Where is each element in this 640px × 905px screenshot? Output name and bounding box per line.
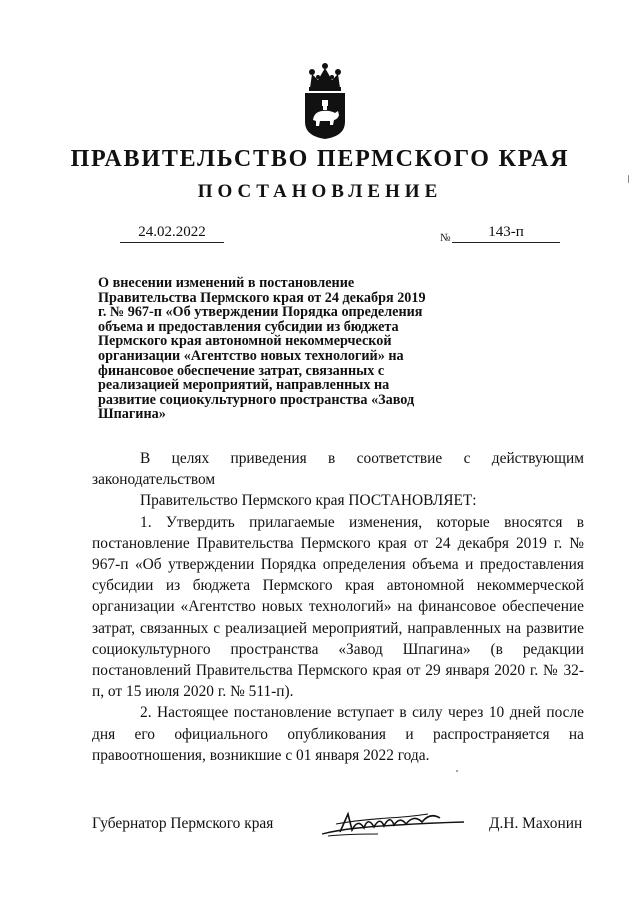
scan-speck bbox=[456, 770, 458, 772]
document-body bbox=[92, 448, 584, 766]
signatory-role: Губернатор Пермского края bbox=[92, 815, 274, 832]
handwritten-signature bbox=[318, 804, 468, 840]
document-subject: О внесении изменений в постановление Правительства Пермского края от 24 декабря 2019 г. № 967-п «Об утверждении Порядка определения объема и предоставления субсидии из бюджета Пермского края автономной некоммерческой организации «Агентство новых технологий» на финансовое обеспечение затрат, связанных с реализацией мероприятий, направленных на развитие социокультурного пространства «Завод Шпагина» bbox=[98, 275, 426, 423]
number-sign: № bbox=[440, 232, 451, 244]
item-2-paragraph: 2. Настоящее постановление вступает в силу через 10 дней после дня его официального опубликования и распространяется на правоотношения, возникшие с 01 января 2022 года. bbox=[92, 704, 584, 764]
scan-mark bbox=[628, 175, 629, 183]
document-type: ПОСТАНОВЛЕНИЕ bbox=[197, 181, 443, 202]
coat-of-arms-emblem bbox=[300, 60, 350, 140]
item-1-paragraph: 1. Утвердить прилагаемые изменения, которые вносятся в постановление Правительства Пермского края от 24 декабря 2019 г. № 967-п «Об утверждении Порядка определения объема и предоставления субсидии из бюджета Пермского края автономной некоммерческой организации «Агентство новых технологий» на финансовое обеспечение затрат, связанных с реализацией мероприятий, направленных на развитие социокультурного пространства «Завод Шпагина» (в редакции постановлений Правительства Пермского края от 29 января 2020 г. № 32-п, от 15 июля 2020 г. № 511-п). bbox=[92, 513, 584, 701]
document-number: 143-п bbox=[452, 224, 560, 243]
preamble-paragraph: В целях приведения в соответствие с действующим законодательством bbox=[92, 450, 584, 489]
government-title: ПРАВИТЕЛЬСТВО ПЕРМСКОГО КРАЯ bbox=[70, 146, 570, 172]
signatory-name: Д.Н. Махонин bbox=[489, 815, 583, 832]
document-date: 24.02.2022 bbox=[120, 224, 224, 243]
resolution-paragraph: Правительство Пермского края ПОСТАНОВЛЯЕТ: bbox=[140, 492, 477, 510]
